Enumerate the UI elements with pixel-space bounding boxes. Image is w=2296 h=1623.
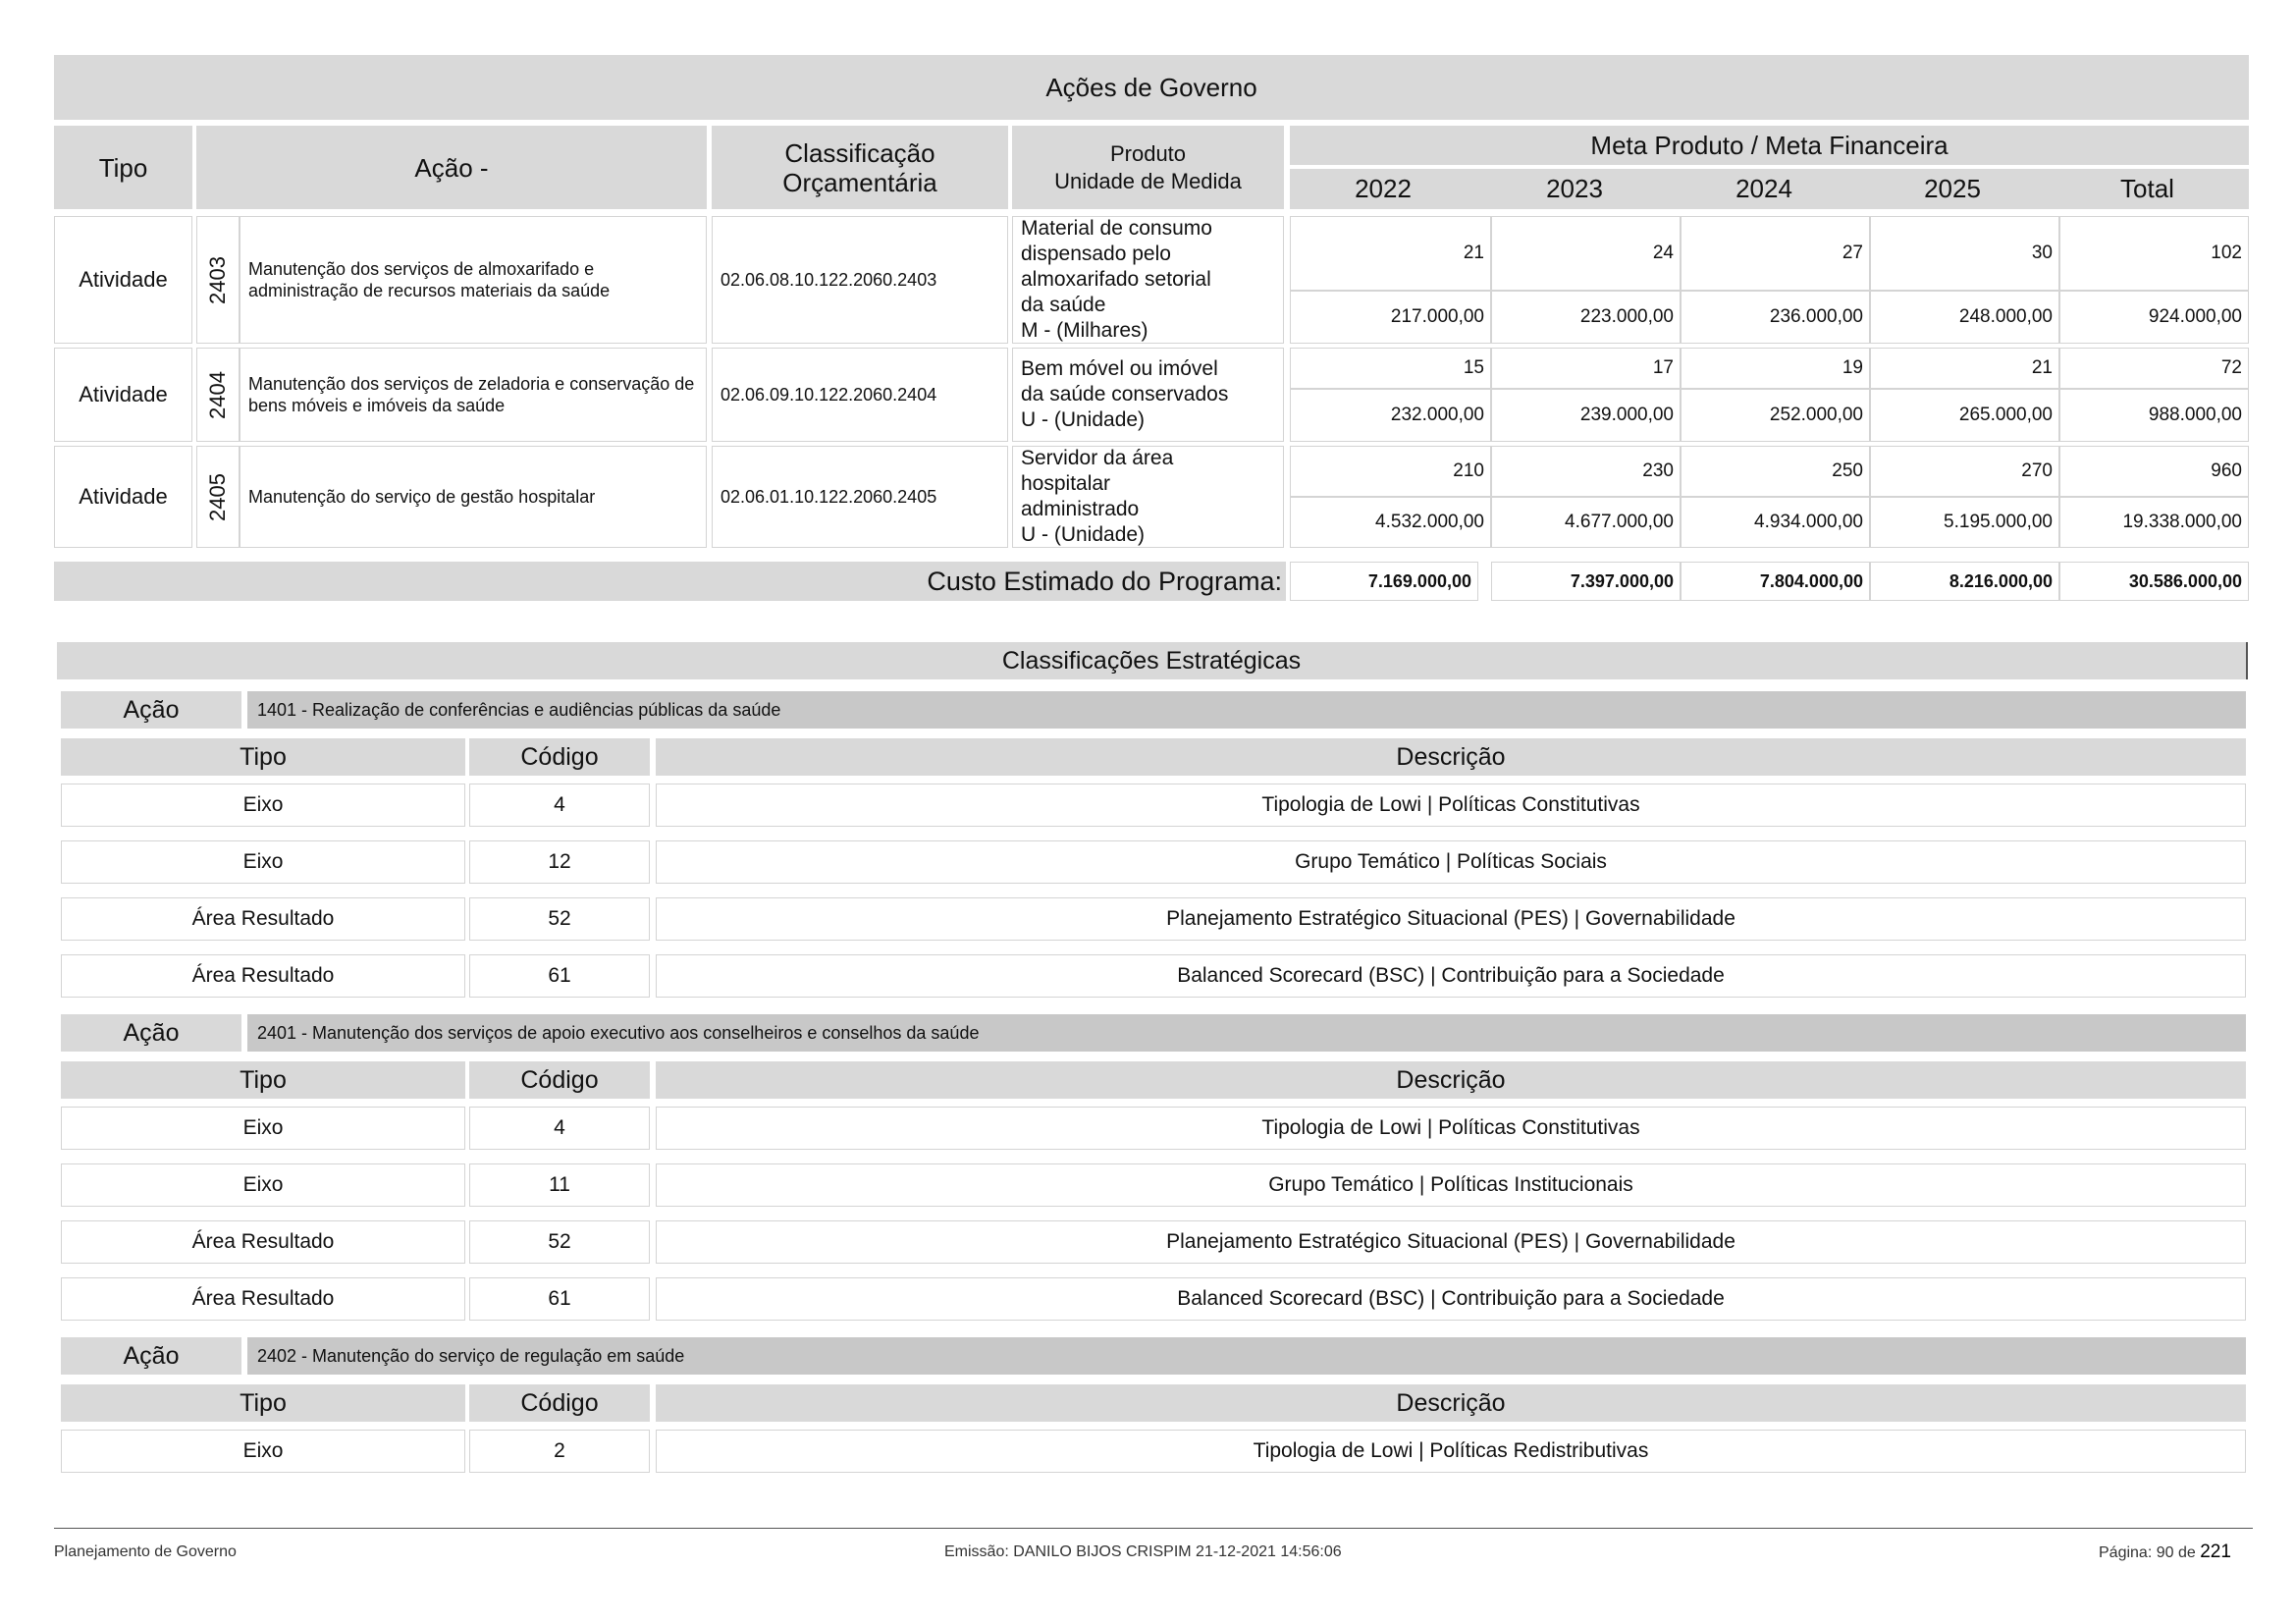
meta-financeira-total: 988.000,00 [2059,389,2249,442]
meta-financeira-2025: 5.195.000,00 [1870,497,2059,548]
row-tipo: Atividade [54,446,192,548]
row-acao: Manutenção do serviço de gestão hospitalar [240,446,707,548]
acao-description: 2401 - Manutenção dos serviços de apoio executivo aos conselheiros e conselhos da saúde [247,1014,2246,1052]
meta-financeira-2022: 232.000,00 [1290,389,1491,442]
col-header-tipo: Tipo [61,1061,465,1099]
row-classificacao: 02.06.08.10.122.2060.2403 [712,216,1008,344]
footer-left: Planejamento de Governo [54,1543,237,1560]
row-classificacao: 02.06.01.10.122.2060.2405 [712,446,1008,548]
footer-page-total: 221 [2200,1542,2231,1562]
meta-produto-total: 102 [2059,216,2249,291]
acao-description: 2402 - Manutenção do serviço de regulação em saúde [247,1337,2246,1375]
row-codigo: 2403 [196,216,240,344]
meta-produto-total: 960 [2059,446,2249,497]
col-header-codigo: Código [469,1061,650,1099]
header-year-2025: 2025 [1924,174,1981,203]
produto-line: da saúde [1021,294,1106,316]
row-tipo: Eixo [61,1107,465,1150]
meta-produto-2023: 17 [1491,348,1681,389]
header-year-2022: 2022 [1355,174,1412,203]
row-descricao: Planejamento Estratégico Situacional (PES) | Governabilidade [656,1220,2246,1264]
col-header-tipo: Tipo [61,738,465,776]
meta-financeira-2023: 223.000,00 [1491,291,1681,344]
row-acao: Manutenção dos serviços de almoxarifado e administração de recursos materiais da saúde [240,216,707,344]
meta-produto-2025: 270 [1870,446,2059,497]
row-produto [1012,348,1284,442]
col-header-descricao: Descrição [656,738,2246,776]
produto-line: Servidor da área [1021,447,1174,469]
meta-financeira-2022: 217.000,00 [1290,291,1491,344]
meta-financeira-2023: 4.677.000,00 [1491,497,1681,548]
row-codigo: 61 [469,954,650,998]
row-codigo: 2 [469,1430,650,1473]
row-descricao: Tipologia de Lowi | Políticas Constitutivas [656,784,2246,827]
row-descricao: Grupo Temático | Políticas Institucionais [656,1163,2246,1207]
header-classificacao [712,126,1008,209]
meta-financeira-2022: 4.532.000,00 [1290,497,1491,548]
custo-2025: 8.216.000,00 [1870,562,2059,601]
meta-produto-2025: 21 [1870,348,2059,389]
produto-line: administrado [1021,498,1140,520]
header-year-2023: 2023 [1546,174,1603,203]
acoes-governo-title: Ações de Governo [54,55,2249,120]
row-tipo: Atividade [54,216,192,344]
row-descricao: Balanced Scorecard (BSC) | Contribuição para a Sociedade [656,954,2246,998]
custo-2023: 7.397.000,00 [1491,562,1681,601]
row-descricao: Grupo Temático | Políticas Sociais [656,840,2246,884]
col-header-descricao: Descrição [656,1061,2246,1099]
acao-label: Ação [61,1014,241,1052]
meta-financeira-2025: 248.000,00 [1870,291,2059,344]
produto-line: M - (Milhares) [1021,319,1148,342]
header-meta: Meta Produto / Meta Financeira [1290,126,2249,165]
col-header-tipo: Tipo [61,1384,465,1422]
header-tipo: Tipo [54,126,192,209]
row-tipo: Área Resultado [61,897,465,941]
custo-estimado-label: Custo Estimado do Programa: [54,562,1286,601]
custo-total: 30.586.000,00 [2059,562,2249,601]
meta-produto-2023: 230 [1491,446,1681,497]
row-descricao: Planejamento Estratégico Situacional (PES) | Governabilidade [656,897,2246,941]
footer-emissao: Emissão: DANILO BIJOS CRISPIM 21-12-2021 14:56:06 [944,1543,1342,1560]
produto-line: da saúde conservados [1021,383,1229,406]
row-tipo: Eixo [61,784,465,827]
row-codigo: 52 [469,1220,650,1264]
header-year-total: Total [2120,174,2174,203]
produto-line: Material de consumo [1021,217,1212,240]
row-tipo: Área Resultado [61,954,465,998]
row-tipo: Área Resultado [61,1277,465,1321]
header-produto-l1: Produto [1109,140,1187,166]
row-codigo: 61 [469,1277,650,1321]
header-acao: Ação - [196,126,707,209]
meta-financeira-2023: 239.000,00 [1491,389,1681,442]
row-codigo: 11 [469,1163,650,1207]
header-classificacao-l2: Orçamentária [782,167,937,197]
row-codigo: 52 [469,897,650,941]
row-tipo: Eixo [61,1163,465,1207]
meta-produto-2023: 24 [1491,216,1681,291]
produto-line: Bem móvel ou imóvel [1021,357,1218,380]
footer-pagination [2099,1542,2231,1563]
classificacoes-title: Classificações Estratégicas [57,642,2248,679]
row-classificacao: 02.06.09.10.122.2060.2404 [712,348,1008,442]
row-descricao: Tipologia de Lowi | Políticas Redistributivas [656,1430,2246,1473]
header-produto [1012,126,1284,209]
row-descricao: Tipologia de Lowi | Políticas Constitutivas [656,1107,2246,1150]
col-header-codigo: Código [469,738,650,776]
row-tipo: Atividade [54,348,192,442]
col-header-codigo: Código [469,1384,650,1422]
produto-line: U - (Unidade) [1021,523,1146,546]
meta-produto-2024: 19 [1681,348,1870,389]
meta-financeira-2024: 252.000,00 [1681,389,1870,442]
acao-label: Ação [61,691,241,729]
acao-description: 1401 - Realização de conferências e audiências públicas da saúde [247,691,2246,729]
meta-financeira-2024: 4.934.000,00 [1681,497,1870,548]
meta-produto-2025: 30 [1870,216,2059,291]
meta-produto-total: 72 [2059,348,2249,389]
produto-line: almoxarifado setorial [1021,268,1211,291]
row-tipo: Eixo [61,1430,465,1473]
meta-produto-2022: 210 [1290,446,1491,497]
meta-produto-2024: 250 [1681,446,1870,497]
meta-produto-2024: 27 [1681,216,1870,291]
header-year-2024: 2024 [1735,174,1792,203]
row-codigo: 12 [469,840,650,884]
produto-line: U - (Unidade) [1021,408,1146,431]
row-tipo: Eixo [61,840,465,884]
meta-produto-2022: 21 [1290,216,1491,291]
meta-financeira-2025: 265.000,00 [1870,389,2059,442]
custo-2022: 7.169.000,00 [1290,562,1478,601]
header-produto-l2: Unidade de Medida [1054,168,1242,193]
row-codigo: 2405 [196,446,240,548]
meta-financeira-2024: 236.000,00 [1681,291,1870,344]
produto-line: hospitalar [1021,472,1111,495]
acao-label: Ação [61,1337,241,1375]
row-codigo: 2404 [196,348,240,442]
row-tipo: Área Resultado [61,1220,465,1264]
footer-divider [54,1528,2253,1529]
meta-financeira-total: 19.338.000,00 [2059,497,2249,548]
row-codigo: 4 [469,1107,650,1150]
row-descricao: Balanced Scorecard (BSC) | Contribuição para a Sociedade [656,1277,2246,1321]
header-years-row [1290,169,2249,209]
row-codigo: 4 [469,784,650,827]
custo-2024: 7.804.000,00 [1681,562,1870,601]
row-produto [1012,216,1284,344]
header-classificacao-l1: Classificação [784,137,935,168]
meta-financeira-total: 924.000,00 [2059,291,2249,344]
footer-page-prefix: Página: 90 de [2099,1544,2196,1561]
meta-produto-2022: 15 [1290,348,1491,389]
col-header-descricao: Descrição [656,1384,2246,1422]
row-acao: Manutenção dos serviços de zeladoria e conservação de bens móveis e imóveis da saúde [240,348,707,442]
row-produto [1012,446,1284,548]
produto-line: dispensado pelo [1021,243,1171,265]
